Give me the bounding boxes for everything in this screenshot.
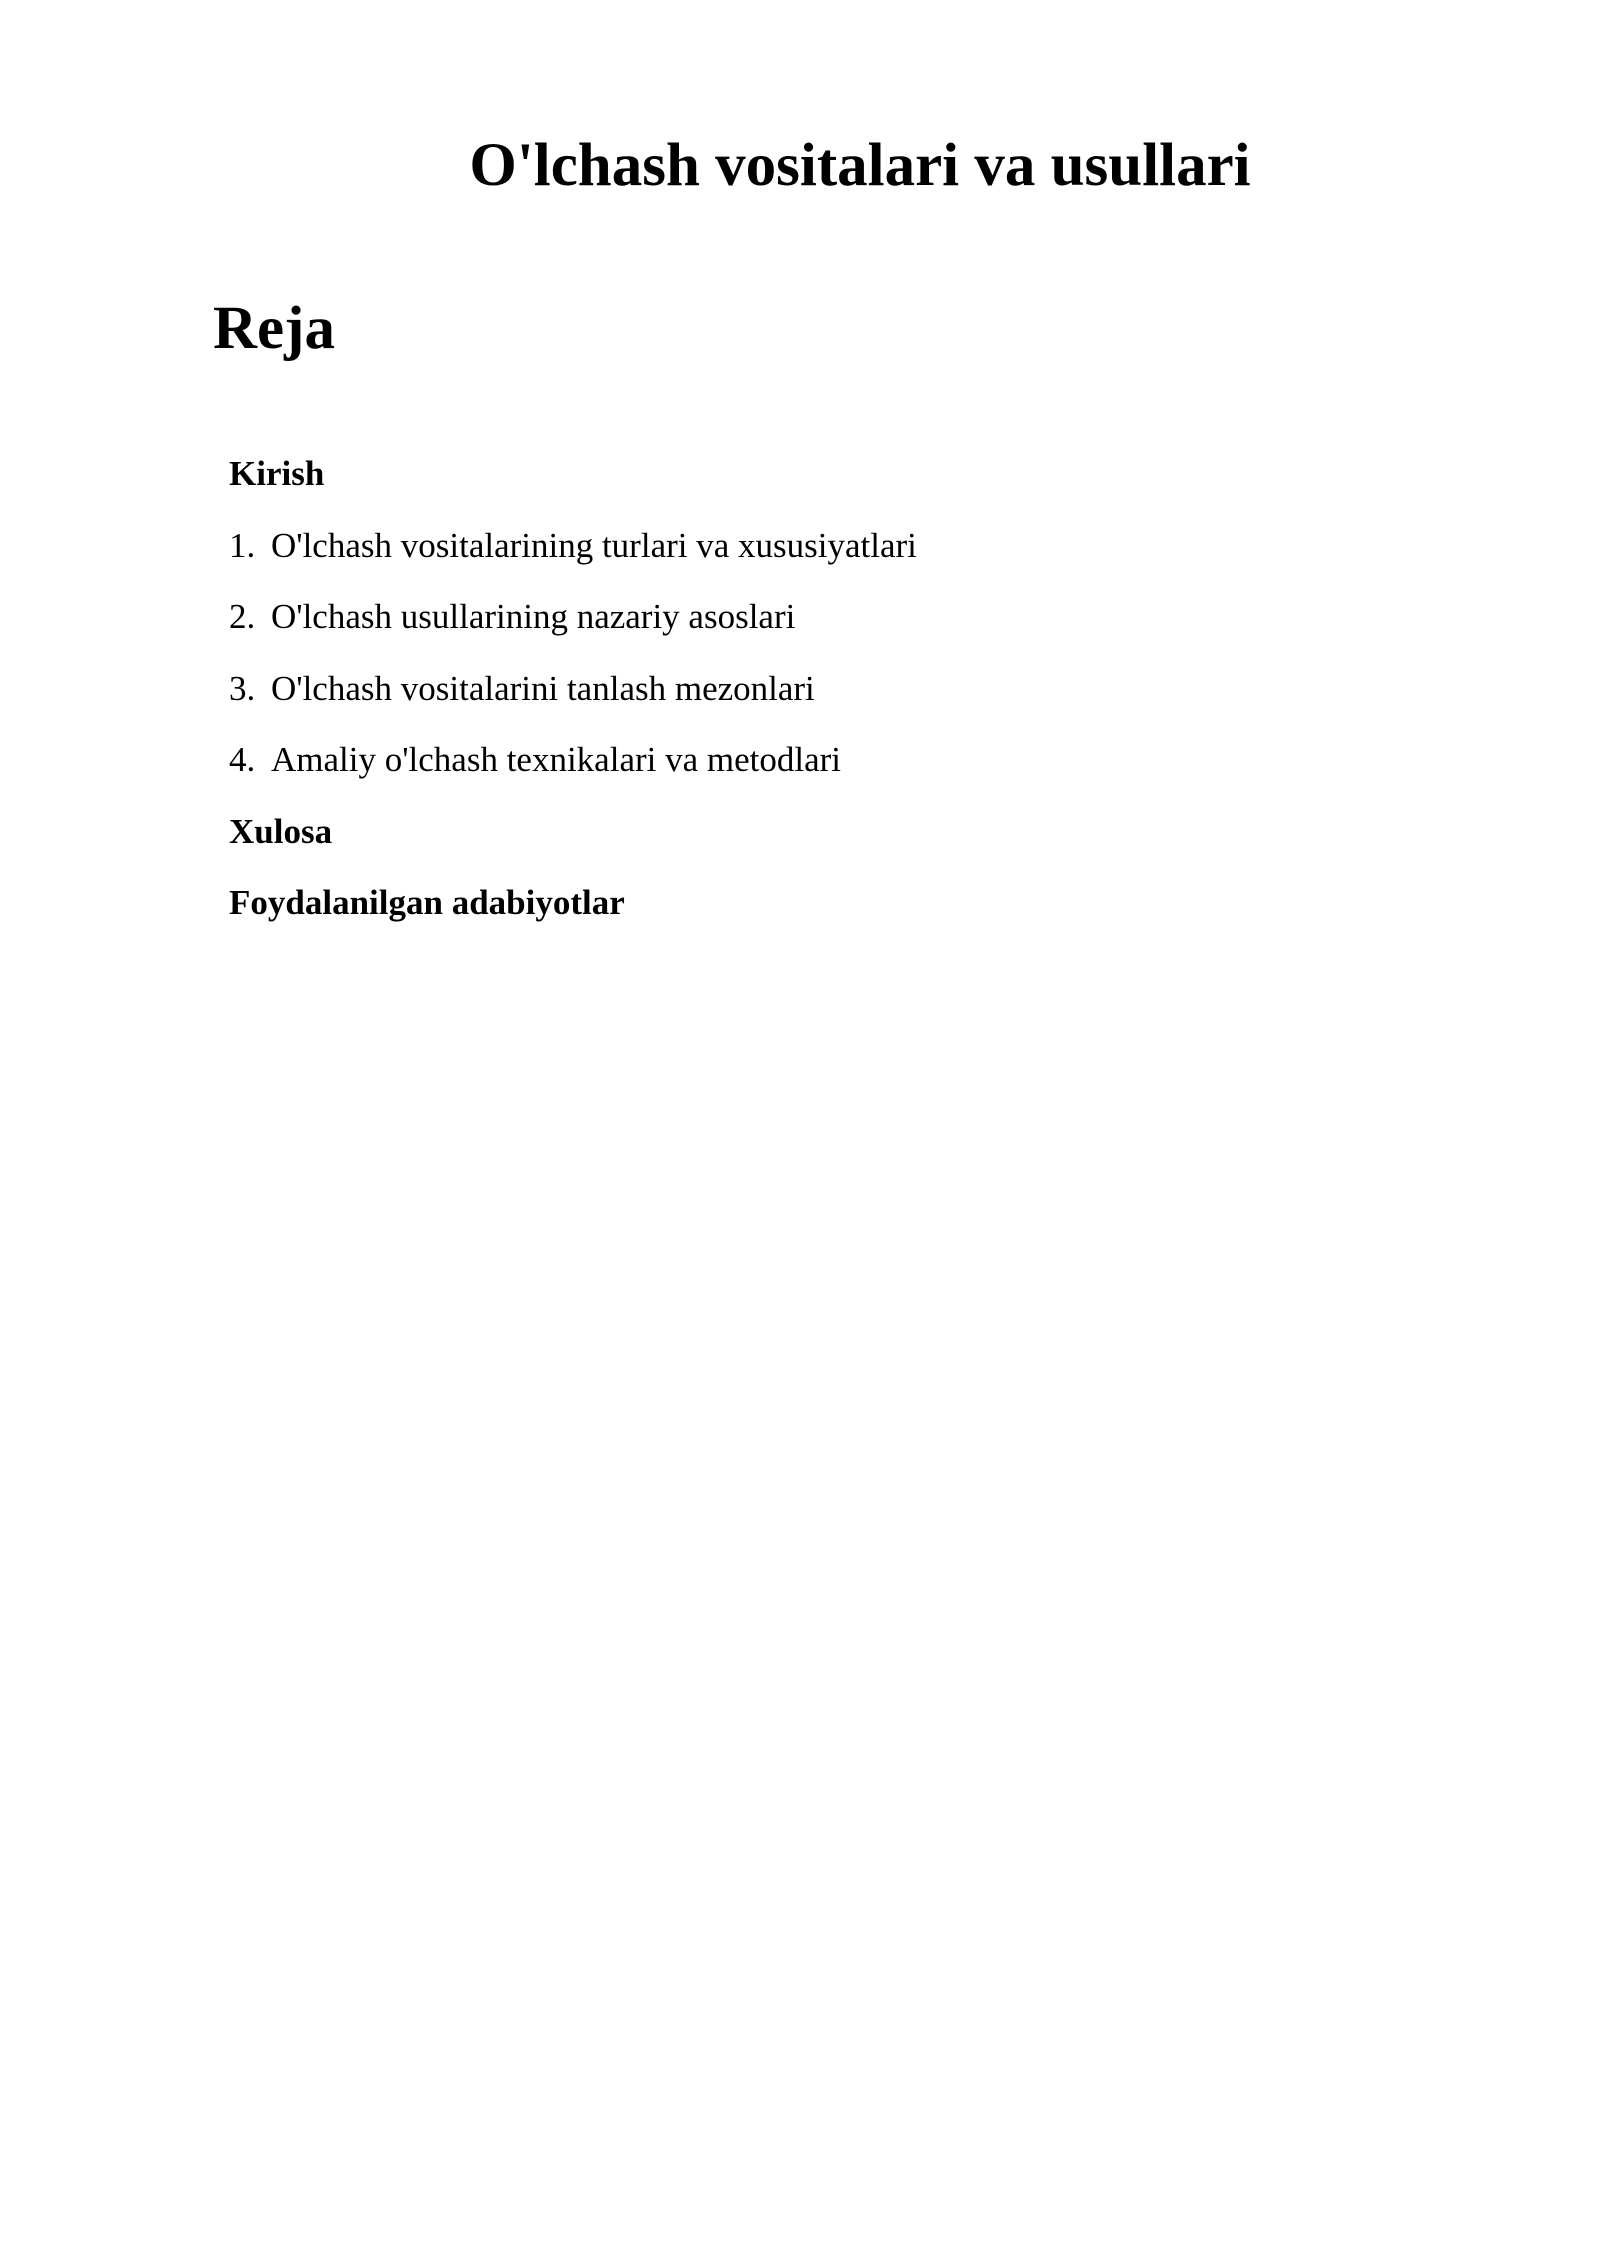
plan-heading: Reja: [213, 295, 335, 362]
toc-conclusion: Xulosa: [229, 811, 333, 851]
toc-item-text: Amaliy o'lchash texnikalari va metodlari: [271, 740, 842, 779]
document-title: O'lchash vositalari va usullari: [469, 132, 1251, 199]
toc-item: [229, 736, 917, 784]
toc-references: Foydalanilgan adabiyotlar: [229, 883, 625, 922]
toc-item-number: 2.: [229, 597, 256, 636]
toc-intro: Kirish: [229, 454, 325, 493]
toc-item: [229, 665, 917, 713]
toc-item: [229, 593, 917, 641]
toc-item-number: 4.: [229, 740, 256, 779]
toc-item: [229, 522, 917, 570]
toc-item-text: O'lchash vositalarining turlari va xususiyatlari: [271, 525, 917, 565]
toc-item-text: O'lchash usullarining nazariy asoslari: [271, 597, 796, 636]
table-of-contents: [229, 450, 917, 951]
toc-item-number: 3.: [229, 668, 256, 708]
toc-item-text: O'lchash vositalarini tanlash mezonlari: [271, 668, 815, 708]
toc-item-number: 1.: [229, 525, 256, 565]
